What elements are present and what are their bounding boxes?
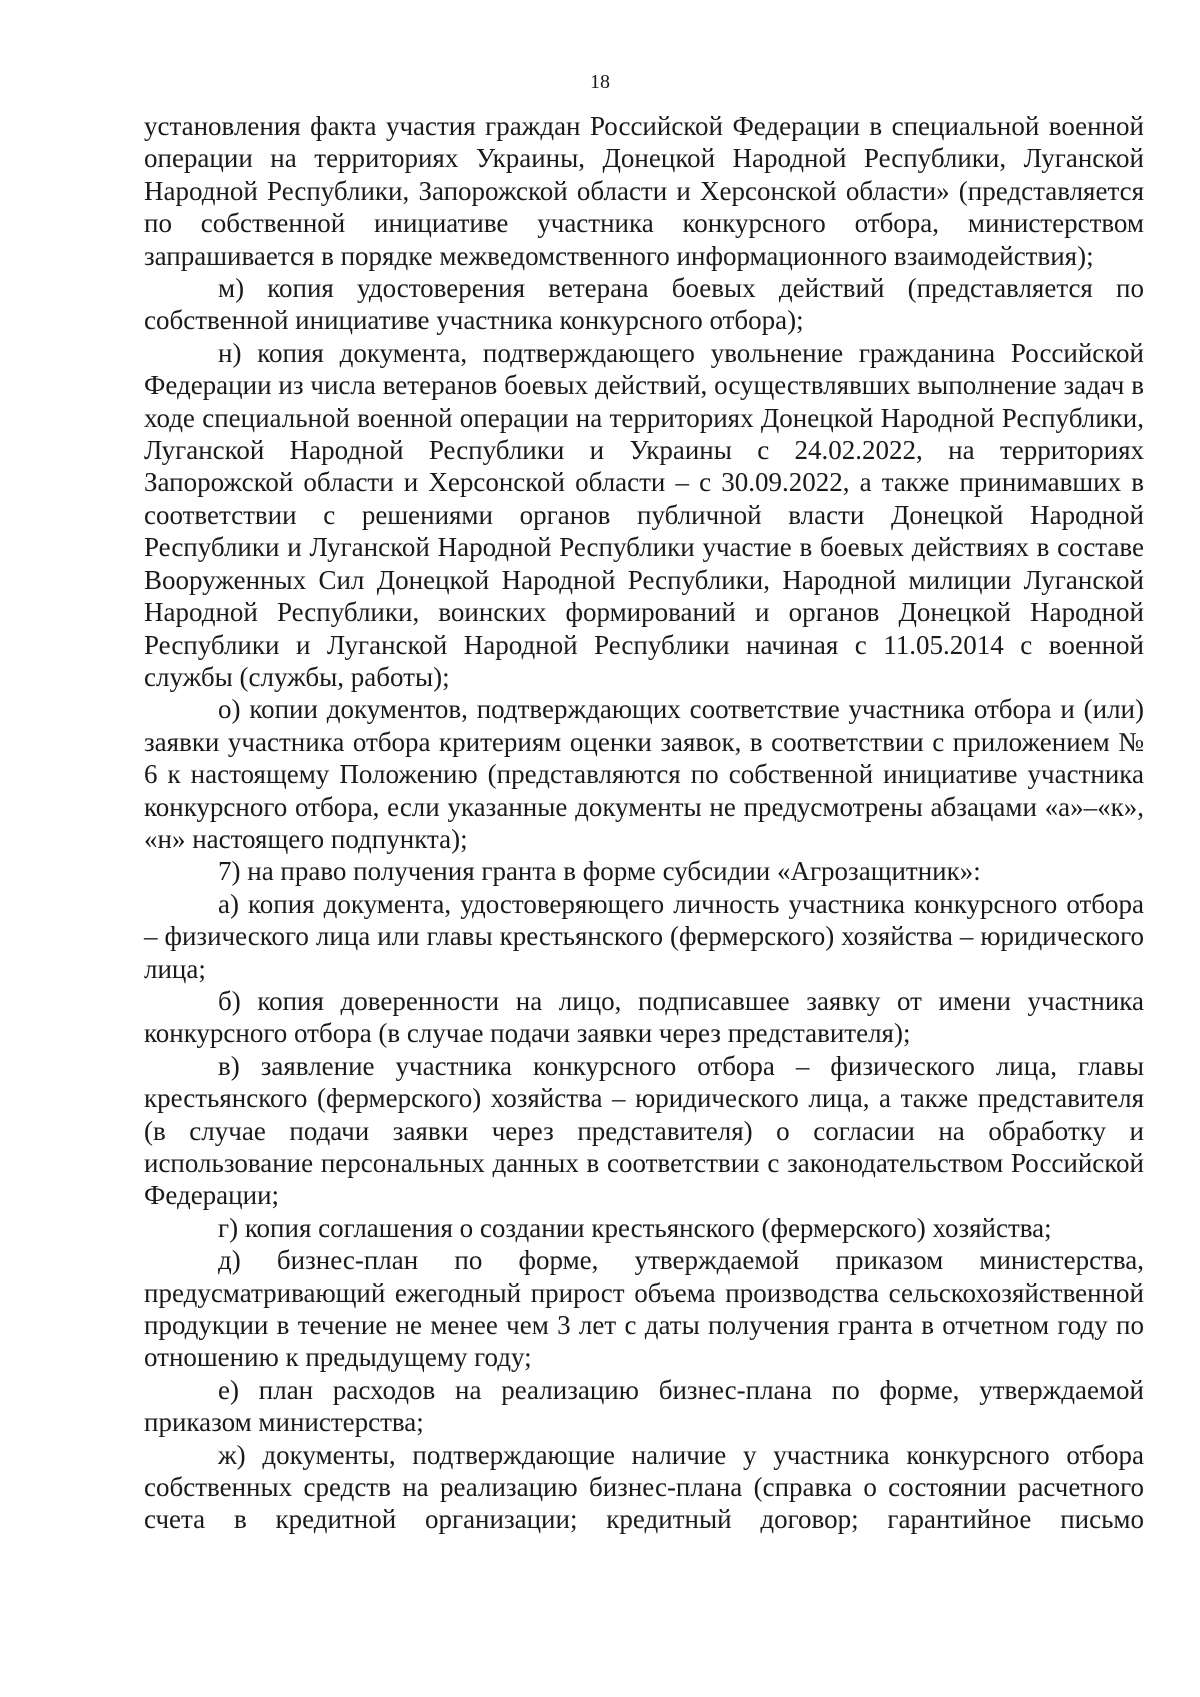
document-body [144, 110, 1144, 1536]
paragraph-item-e: е) план расходов на реализацию бизнес-плана по форме, утверждаемой приказом министерства; [144, 1374, 1144, 1438]
paragraph-item-a: а) копия документа, удостоверяющего личность участника конкурсного отбора – физического лица или главы крестьянского (фермерского) хозяйства – юридического лица; [144, 888, 1144, 984]
paragraph-item-v: в) заявление участника конкурсного отбора – физического лица, главы крестьянского (фермерского) хозяйства – юридического лица, а также представителя (в случае подачи заявки через представителя) о согласии на обработку и использование персональных данных в соответствии с законодательством Российской Федерации; [144, 1050, 1144, 1211]
paragraph-item-b: б) копия доверенности на лицо, подписавшее заявку от имени участника конкурсного отбора (в случае подачи заявки через представителя); [144, 985, 1144, 1049]
paragraph-section-7: 7) на право получения гранта в форме субсидии «Агрозащитник»: [218, 856, 981, 887]
paragraph-item-zh: ж) документы, подтверждающие наличие у участника конкурсного отбора собственных средств на реализацию бизнес-плана (справка о состоянии расчетного счета в кредитной организации; кредитный договор; гарантийное письмо [144, 1439, 1144, 1535]
paragraph-item-n: н) копия документа, подтверждающего увольнение гражданина Российской Федерации из числа ветеранов боевых действий, осуществлявших выполнение задач в ходе специальной военной операции на территориях Донецкой Народной Республики, Луганской Народной Республики и Украины с 24.02.2022, на территориях Запорожской области и Херсонской области – с 30.09.2022, а также принимавших в соответствии с решениями органов публичной власти Донецкой Народной Республики и Луганской Народной Республики участие в боевых действиях в составе Вооруженных Сил Донецкой Народной Республики, Народной милиции Луганской Народной Республики, воинских формирований и органов Донецкой Народной Республики и Луганской Народной Республики начиная с 11.05.2014 с военной службы (службы, работы); [144, 337, 1144, 692]
paragraph-item-g: г) копия соглашения о создании крестьянского (фермерского) хозяйства; [218, 1212, 1052, 1243]
page-number: 18 [590, 71, 610, 93]
paragraph-item-m: м) копия удостоверения ветерана боевых действий (представляется по собственной инициативе участника конкурсного отбора); [144, 273, 1144, 336]
paragraph-continuation: установления факта участия граждан Российской Федерации в специальной военной операции на территориях Украины, Донецкой Народной Республики, Луганской Народной Республики, Запорожской области и Херсонской области» (представляется по собственной инициативе участника конкурсного отбора, министерством запрашивается в порядке межведомственного информационного взаимодействия); [144, 111, 1144, 271]
paragraph-item-d: д) бизнес-план по форме, утверждаемой приказом министерства, предусматривающий ежегодный прирост объема производства сельскохозяйственной продукции в течение не менее чем 3 лет с даты получения гранта в отчетном году по отношению к предыдущему году; [144, 1245, 1144, 1373]
paragraph-item-o: о) копии документов, подтверждающих соответствие участника отбора и (или) заявки участника отбора критериям оценки заявок, в соответствии с приложением № 6 к настоящему Положению (представляются по собственной инициативе участника конкурсного отбора, если указанные документы не предусмотрены абзацами «а»–«к», «н» настоящего подпункта); [144, 694, 1144, 854]
